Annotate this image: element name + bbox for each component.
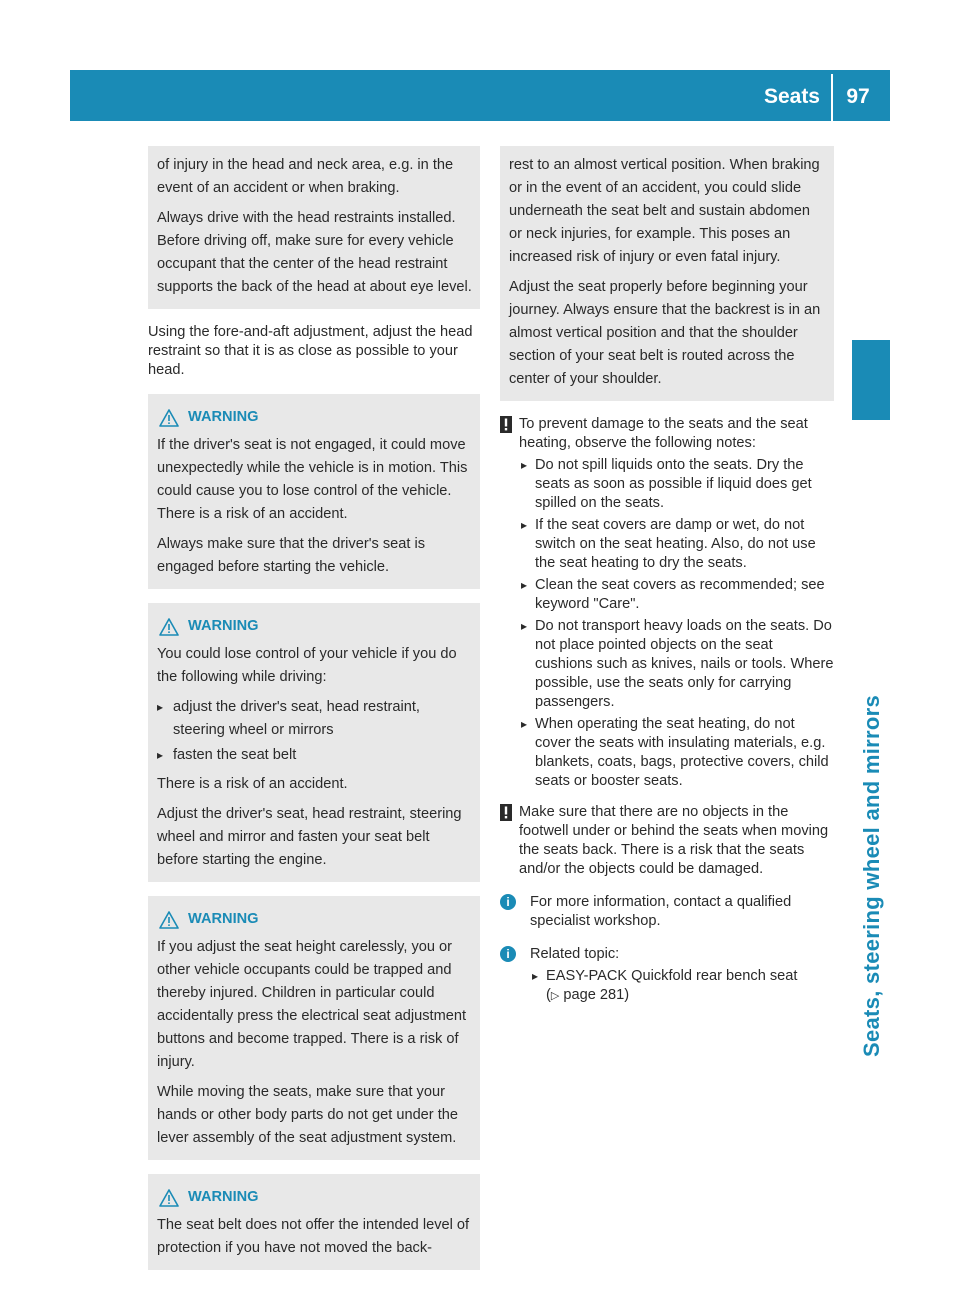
info-note — [500, 893, 834, 931]
paragraph: of injury in the head and neck area, e.g. in the event of an accident or when braking. — [157, 157, 454, 196]
warning-box — [148, 1174, 480, 1270]
right-column — [500, 146, 834, 1015]
warning-heading — [157, 908, 472, 931]
bullet-list — [157, 696, 472, 767]
header-divider — [831, 74, 833, 121]
list-item: ▸ Clean the seat covers as recommended; see keyword "Care". — [519, 576, 834, 614]
left-column — [148, 146, 480, 1284]
warning-continuation-box — [148, 146, 480, 309]
paragraph: The seat belt does not offer the intended level of protection if you have not moved the back- — [157, 1217, 470, 1256]
warning-title: WARNING — [188, 618, 259, 634]
exclamation-icon — [500, 804, 512, 821]
warning-triangle-icon — [159, 911, 179, 929]
warning-triangle-icon — [159, 409, 179, 427]
list-item: ▸ If the seat covers are damp or wet, do not switch on the seat heating. Also, do not use the seat heating to dry the seats. — [519, 516, 834, 573]
warning-title: WARNING — [188, 1189, 259, 1205]
paragraph: While moving the seats, make sure that your hands or other body parts do not get under the lever assembly of the seat adjustment system. — [157, 1084, 459, 1146]
info-icon: i — [500, 946, 516, 962]
info-text: For more information, contact a qualified specialist workshop. — [530, 894, 792, 929]
caution-text: Make sure that there are no objects in the footwell under or behind the seats when moving the seats back. There is a risk that the seats and/or the objects could be damaged. — [519, 804, 829, 877]
warning-continuation-box — [500, 146, 834, 401]
warning-triangle-icon — [159, 618, 179, 636]
page-reference-link[interactable]: page 281 — [563, 987, 625, 1003]
page-ref-arrow-icon: ▷ — [550, 990, 560, 1002]
info-text: Related topic: — [530, 946, 620, 962]
side-tab-marker — [852, 340, 890, 420]
side-tab-text: Seats, steering wheel and mirrors — [859, 694, 884, 1057]
bullet-list — [530, 967, 834, 1006]
list-item: ▸ adjust the driver's seat, head restraint, steering wheel or mirrors — [157, 696, 472, 742]
info-icon: i — [500, 894, 516, 910]
info-note — [500, 945, 834, 1006]
header-bar — [70, 70, 890, 121]
list-item: ▸ EASY-PACK Quickfold rear bench seat (▷ page 281) — [530, 967, 834, 1006]
warning-title: WARNING — [188, 911, 259, 927]
list-item: ▸ Do not transport heavy loads on the seats. Do not place pointed objects on the seat cushions such as knives, nails or tools. Where possible, use the seats only for carrying passengers. — [519, 617, 834, 712]
list-item: ▸ fasten the seat belt — [157, 744, 472, 767]
related-topic: EASY-PACK Quickfold rear bench seat — [546, 968, 798, 984]
section-title: Seats — [763, 85, 820, 108]
paragraph: Always drive with the head restraints installed. Before driving off, make sure for every vehicle occupant that the center of the head restraint supports the back of the head at about eye level. — [157, 210, 472, 295]
paragraph: Adjust the seat properly before beginning your journey. Always ensure that the backrest is in an almost vertical position and that the shoulder section of your seat belt is routed across the center of your shoulder. — [509, 279, 821, 387]
paragraph: Always make sure that the driver's seat is engaged before starting the vehicle. — [157, 536, 426, 575]
paragraph: If you adjust the seat height carelessly, you or other vehicle occupants could be trapped and thereby injured. Children in particular could accidentally press the electrical seat adjustment buttons and become trapped. There is a risk of injury. — [157, 939, 467, 1070]
paragraph: There is a risk of an accident. — [157, 776, 348, 792]
paragraph: You could lose control of your vehicle if you do the following while driving: — [157, 646, 457, 685]
list-item: ▸ When operating the seat heating, do not cover the seats with insulating materials, e.g. blankets, coats, bags, protective covers, child seats or booster seats. — [519, 715, 834, 791]
bullet-list — [519, 456, 834, 791]
warning-title: WARNING — [188, 409, 259, 425]
warning-triangle-icon — [159, 1189, 179, 1207]
caution-note — [500, 415, 834, 791]
page-number: 97 — [846, 85, 870, 108]
exclamation-icon — [500, 416, 512, 433]
paragraph: Adjust the driver's seat, head restraint, steering wheel and mirror and fasten your seat belt before starting the engine. — [157, 806, 462, 868]
warning-box — [148, 896, 480, 1160]
paragraph: Using the fore-and-aft adjustment, adjust the head restraint so that it is as close as possible to your head. — [148, 324, 473, 378]
paragraph: rest to an almost vertical position. When braking or in the event of an accident, you could slide underneath the seat belt and sustain abdomen or neck injuries, for example. This poses an increased risk of injury or even fatal injury. — [509, 157, 820, 265]
warning-heading — [157, 1186, 472, 1209]
list-item: ▸ Do not spill liquids onto the seats. Dry the seats as soon as possible if liquid does get spilled on the seats. — [519, 456, 834, 513]
warning-box — [148, 603, 480, 882]
paragraph: If the driver's seat is not engaged, it could move unexpectedly while the vehicle is in motion. This could cause you to lose control of the vehicle. There is a risk of an accident. — [157, 437, 468, 522]
caution-note — [500, 803, 834, 879]
side-tab-label — [852, 427, 890, 1067]
caution-intro: To prevent damage to the seats and the seat heating, observe the following notes: — [519, 416, 808, 451]
warning-heading — [157, 406, 472, 429]
warning-heading — [157, 615, 472, 638]
warning-box — [148, 394, 480, 589]
